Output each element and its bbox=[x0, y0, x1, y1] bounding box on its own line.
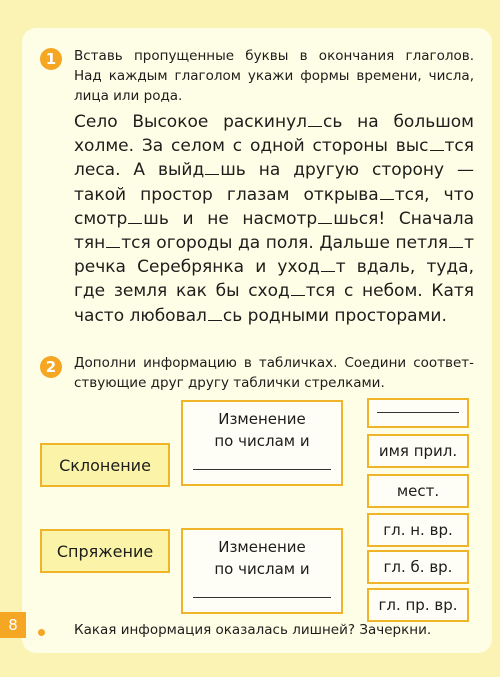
story-line: такой простор глазам открыва тся, что bbox=[74, 184, 474, 205]
task-1-story-text bbox=[74, 110, 474, 328]
right-item-box[interactable]: имя прил. bbox=[367, 434, 469, 468]
story-line: Село Высокое раскинул сь на большом bbox=[74, 112, 474, 132]
blank-gap[interactable] bbox=[449, 233, 463, 248]
story-line: речка Серебрянка и уход т вдаль, туда, bbox=[74, 257, 474, 278]
change-by-number-box-1[interactable] bbox=[181, 400, 343, 486]
change-by-number-box-2[interactable] bbox=[181, 528, 343, 614]
blank-gap[interactable] bbox=[380, 185, 394, 200]
box-text: Изменение bbox=[218, 410, 306, 428]
task-2-instruction-line: ствующие друг другу таблички стрелками. bbox=[74, 375, 385, 391]
task-1-number-badge: 1 bbox=[40, 48, 62, 70]
story-line: леса. А выйд шь на другую сторону — bbox=[74, 160, 474, 181]
right-item-box[interactable]: мест. bbox=[367, 474, 469, 508]
box-text: по числам и bbox=[214, 432, 310, 450]
page-number: 8 bbox=[0, 612, 26, 638]
answer-line[interactable] bbox=[377, 412, 459, 413]
footer-question: Какая информация оказалась лишней? Зачеркни. bbox=[74, 622, 432, 638]
box-text: Изменение bbox=[218, 538, 306, 556]
task-1-instruction bbox=[74, 46, 474, 106]
story-line: холме. За селом с одной стороны выс тся bbox=[74, 136, 474, 157]
declension-label-box[interactable]: Склонение bbox=[40, 443, 170, 487]
task-2-instruction bbox=[74, 353, 474, 393]
story-line: где земля как бы сход тся с небом. Катя bbox=[74, 281, 474, 302]
blank-gap[interactable] bbox=[308, 112, 322, 127]
right-item-box[interactable]: гл. н. вр. bbox=[367, 513, 469, 547]
conjugation-label-box[interactable]: Спряжение bbox=[40, 529, 170, 573]
story-line: смотр шь и не насмотр шься! Сначала bbox=[74, 208, 474, 229]
blank-gap[interactable] bbox=[430, 136, 444, 151]
task-1-instruction-line: лица или рода. bbox=[74, 88, 183, 104]
blank-gap[interactable] bbox=[208, 306, 222, 321]
blank-gap[interactable] bbox=[318, 209, 332, 224]
right-item-box[interactable]: гл. пр. вр. bbox=[367, 588, 469, 622]
blank-gap[interactable] bbox=[291, 281, 305, 296]
blank-gap[interactable] bbox=[321, 257, 335, 272]
story-line: тян тся огороды да поля. Дальше петля т bbox=[74, 233, 474, 254]
right-item-box[interactable]: гл. б. вр. bbox=[367, 550, 469, 584]
story-line: часто любовал сь родными просторами. bbox=[74, 305, 447, 326]
answer-line[interactable] bbox=[193, 469, 331, 470]
blank-gap[interactable] bbox=[205, 160, 219, 175]
box-text: по числам и bbox=[214, 560, 310, 578]
task-1-instruction-line: Вставь пропущенные буквы в окончания глаголов. bbox=[74, 48, 474, 64]
task-2-instruction-line: Дополни информацию в табличках. Соедини соответ- bbox=[74, 355, 474, 371]
answer-line[interactable] bbox=[193, 597, 331, 598]
bullet-dot-icon bbox=[38, 629, 45, 636]
blank-right-box[interactable] bbox=[367, 398, 469, 428]
blank-gap[interactable] bbox=[128, 209, 142, 224]
blank-gap[interactable] bbox=[106, 233, 120, 248]
task-1-instruction-line: Над каждым глаголом укажи формы времени, числа, bbox=[74, 68, 474, 84]
task-2-number-badge: 2 bbox=[40, 356, 62, 378]
